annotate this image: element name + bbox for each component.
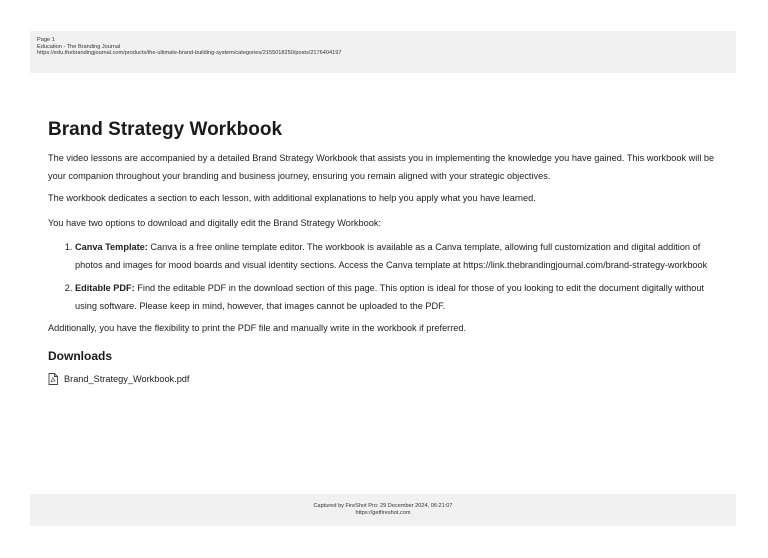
site-title: Education - The Branding Journal xyxy=(37,43,121,50)
option-text: Canva is a free online template editor. The workbook is available as a Canva template, allowing full customization and digital addition of photos and images for mood boards and visual identity sections. Access the Canva template at https://link.thebrandingjournal.com/brand-strategy-workbook xyxy=(75,242,708,270)
list-item xyxy=(75,238,724,274)
page-title: Brand Strategy Workbook xyxy=(48,119,283,140)
options-intro-paragraph: You have two options to download and digitally edit the Brand Strategy Workbook: xyxy=(48,218,382,228)
downloads-heading: Downloads xyxy=(48,349,113,363)
section-note-paragraph: The workbook dedicates a section to each lesson, with additional explanations to help you apply what you have learned. xyxy=(48,193,536,203)
page-url: https://edu.thebrandingjournal.com/products/the-ultimate-brand-building-system/categories/2155018250/posts/2176404197 xyxy=(37,50,342,57)
option-label: Canva Template: xyxy=(75,242,148,252)
pdf-file-icon xyxy=(48,373,58,385)
article-content xyxy=(48,118,724,386)
option-label: Editable PDF: xyxy=(75,283,135,293)
options-list xyxy=(48,238,724,315)
download-file-name[interactable]: Brand_Strategy_Workbook.pdf xyxy=(64,374,190,384)
download-link[interactable] xyxy=(48,372,724,386)
list-item xyxy=(75,279,724,315)
option-text: Find the editable PDF in the download section of this page. This option is ideal for those of you looking to edit the document digitally without using software. Please keep in mind, however, that images cannot be uploaded to the PDF. xyxy=(75,283,705,311)
intro-paragraph: The video lessons are accompanied by a detailed Brand Strategy Workbook that assists you in implementing the knowledge you have gained. This workbook will be your companion throughout your branding and business journey, ensuring you remain aligned with your strategic objectives. xyxy=(48,153,715,181)
page-footer xyxy=(30,494,736,526)
capture-info: Captured by FireShot Pro: 29 December 2024, 06:21:07 xyxy=(313,503,453,509)
page-header xyxy=(30,31,736,73)
closing-paragraph: Additionally, you have the flexibility to print the PDF file and manually write in the workbook if preferred. xyxy=(48,323,467,333)
page-number: Page 1 xyxy=(37,37,55,43)
capture-link: https://getfireshot.com xyxy=(355,510,411,516)
